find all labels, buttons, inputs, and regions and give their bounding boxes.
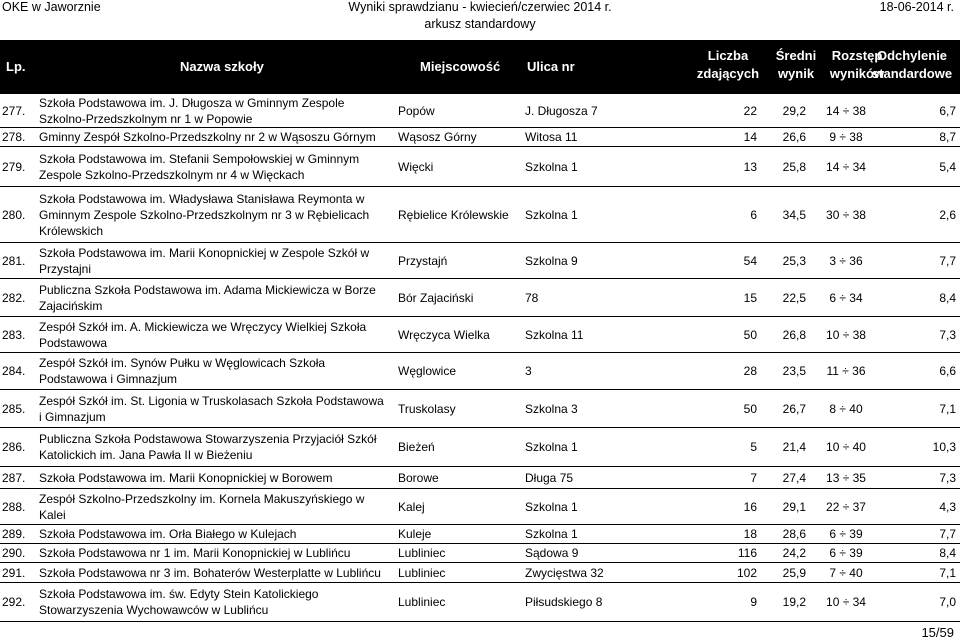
row-street: Szkolna 1 <box>525 207 578 222</box>
table-row <box>0 243 960 279</box>
row-range: 10 ÷ 38 <box>826 327 866 342</box>
row-range: 6 ÷ 34 <box>829 290 863 305</box>
table-row <box>0 390 960 428</box>
table-header <box>0 40 960 94</box>
col-sredni-2: wynik <box>777 66 815 81</box>
row-town: Lubliniec <box>398 546 446 560</box>
row-mean: 26,7 <box>782 401 806 416</box>
header-date: 18-06-2014 r. <box>879 0 954 14</box>
table-row <box>0 428 960 467</box>
row-lp: 284. <box>2 364 26 378</box>
table-row <box>0 583 960 622</box>
row-lp: 287. <box>2 470 26 485</box>
row-stddev: 4,3 <box>939 499 956 514</box>
row-range: 10 ÷ 40 <box>826 440 866 454</box>
row-range: 11 ÷ 36 <box>826 364 866 378</box>
row-count: 18 <box>743 527 757 541</box>
row-mean: 25,9 <box>782 565 806 580</box>
row-stddev: 7,7 <box>939 527 956 541</box>
page-number: 15/59 <box>921 625 954 640</box>
row-lp: 290. <box>2 546 26 560</box>
row-mean: 21,4 <box>782 440 806 454</box>
row-mean: 27,4 <box>782 470 806 485</box>
row-lp: 291. <box>2 565 26 580</box>
row-count: 9 <box>750 595 757 609</box>
row-street: J. Długosza 7 <box>525 103 598 118</box>
row-town: Węglowice <box>398 364 457 378</box>
header-subtitle: arkusz standardowy <box>424 17 536 31</box>
row-school-name: Zespół Szkolno-Przedszkolny im. Kornela Makuszyńskiego w Kalei <box>39 491 365 522</box>
row-town: Bór Zajaciński <box>398 290 474 305</box>
row-stddev: 5,4 <box>939 159 956 174</box>
row-count: 50 <box>743 401 757 416</box>
row-count: 13 <box>743 159 757 174</box>
row-town: Rębielice Królewskie <box>398 207 509 222</box>
col-miejscowosc: Miejscowość <box>420 59 501 74</box>
row-mean: 29,2 <box>782 103 806 118</box>
table-row <box>0 128 960 147</box>
row-count: 116 <box>737 546 757 560</box>
table-row <box>0 94 960 128</box>
row-school-name: Szkoła Podstawowa im. Stefanii Sempołowskiej w Gminnym Zespole Szkolno-Przedszkolnym nr 4 w Więckach <box>39 151 360 182</box>
row-school-name: Szkoła Podstawowa nr 1 im. Marii Konopnickiej w Lublińcu <box>39 546 351 560</box>
row-street: Witosa 11 <box>525 130 578 144</box>
row-count: 6 <box>750 207 757 222</box>
col-rozstep-2: wyników <box>829 66 885 81</box>
row-count: 28 <box>743 364 757 378</box>
header-org: OKE w Jaworznie <box>2 0 101 14</box>
row-town: Wręczyca Wielka <box>398 327 490 342</box>
row-count: 7 <box>750 470 757 485</box>
table-row <box>0 317 960 353</box>
row-range: 6 ÷ 39 <box>829 527 863 541</box>
row-stddev: 8,7 <box>939 130 956 144</box>
row-lp: 277. <box>2 103 26 118</box>
row-street: Szkolna 3 <box>525 401 578 416</box>
row-range: 3 ÷ 36 <box>829 253 863 268</box>
row-count: 50 <box>743 327 757 342</box>
row-lp: 286. <box>2 440 26 454</box>
row-street: Szkolna 1 <box>525 527 578 541</box>
row-lp: 289. <box>2 527 26 541</box>
row-street: 3 <box>525 364 532 378</box>
row-range: 8 ÷ 40 <box>829 401 863 416</box>
table-row <box>0 489 960 525</box>
row-mean: 24,2 <box>782 546 806 560</box>
table-row <box>0 187 960 243</box>
row-range: 14 ÷ 38 <box>826 103 866 118</box>
row-mean: 26,8 <box>782 327 806 342</box>
row-lp: 280. <box>2 207 26 222</box>
row-mean: 25,8 <box>782 159 806 174</box>
row-school-name: Gminny Zespół Szkolno-Przedszkolny nr 2 w Wąsoszu Górnym <box>39 130 376 144</box>
row-town: Przystajń <box>398 253 448 268</box>
row-count: 14 <box>743 130 757 144</box>
row-stddev: 6,7 <box>939 103 956 118</box>
row-range: 30 ÷ 38 <box>826 207 866 222</box>
row-street: Piłsudskiego 8 <box>525 595 603 609</box>
col-sredni-1: Średni <box>775 48 817 63</box>
row-street: Długa 75 <box>525 470 574 485</box>
row-street: Sądowa 9 <box>525 546 579 560</box>
row-town: Bieżeń <box>398 440 435 454</box>
row-range: 10 ÷ 34 <box>826 595 866 609</box>
row-street: Szkolna 1 <box>525 440 578 454</box>
row-lp: 278. <box>2 130 26 144</box>
col-odch-2: standardowe <box>871 66 953 81</box>
col-lp: Lp. <box>6 59 26 74</box>
table-row <box>0 544 960 563</box>
row-count: 15 <box>743 290 757 305</box>
row-lp: 283. <box>2 327 26 342</box>
table-row <box>0 353 960 390</box>
col-liczba-2: zdających <box>696 66 760 81</box>
row-school-name: Zespół Szkół im. St. Ligonia w Truskolasach Szkoła Podstawowa i Gimnazjum <box>39 393 384 424</box>
col-liczba-1: Liczba <box>707 48 749 63</box>
col-odch-1: Odchylenie <box>876 48 948 63</box>
row-mean: 34,5 <box>782 207 806 222</box>
row-school-name: Szkoła Podstawowa im. J. Długosza w Gminnym Zespole Szkolno-Przedszkolnym nr 1 w Popowie <box>39 95 345 126</box>
row-stddev: 2,6 <box>939 207 956 222</box>
row-lp: 279. <box>2 159 26 174</box>
row-lp: 292. <box>2 595 26 609</box>
row-range: 22 ÷ 37 <box>826 499 866 514</box>
row-street: Szkolna 11 <box>525 327 584 342</box>
col-rozstep-1: Rozstęp <box>831 48 883 63</box>
row-stddev: 7,7 <box>939 253 956 268</box>
row-lp: 288. <box>2 499 26 514</box>
row-school-name: Szkoła Podstawowa nr 3 im. Bohaterów Westerplatte w Lublińcu <box>39 565 381 580</box>
row-town: Więcki <box>398 159 434 174</box>
row-stddev: 6,6 <box>939 364 956 378</box>
row-stddev: 7,0 <box>939 595 956 609</box>
row-stddev: 7,1 <box>939 401 956 416</box>
row-lp: 282. <box>2 290 26 305</box>
row-town: Lubliniec <box>398 565 446 580</box>
row-school-name: Zespół Szkół im. Synów Pułku w Węglowicach Szkoła Podstawowa i Gimnazjum <box>39 356 326 386</box>
row-school-name: Szkoła Podstawowa im. Marii Konopnickiej w Zespole Szkół w Przystajni <box>39 245 370 276</box>
col-nazwa: Nazwa szkoły <box>180 59 264 74</box>
row-lp: 285. <box>2 401 26 416</box>
row-street: Szkolna 1 <box>525 499 578 514</box>
row-town: Wąsosz Górny <box>398 130 477 144</box>
row-stddev: 7,3 <box>939 327 956 342</box>
table-row <box>0 147 960 187</box>
row-count: 102 <box>736 565 757 580</box>
row-mean: 29,1 <box>782 499 806 514</box>
row-town: Truskolasy <box>398 401 456 416</box>
row-street: Zwycięstwa 32 <box>525 565 604 580</box>
row-school-name: Publiczna Szkoła Podstawowa Stowarzyszenia Przyjaciół Szkół Katolickich im. Jana Pawła II w Bieżeniu <box>39 432 377 462</box>
row-mean: 23,5 <box>782 364 806 378</box>
row-count: 5 <box>750 440 757 454</box>
row-count: 22 <box>743 103 757 118</box>
row-count: 54 <box>743 253 757 268</box>
row-stddev: 8,4 <box>939 290 956 305</box>
row-mean: 25,3 <box>782 253 806 268</box>
row-school-name: Szkoła Podstawowa im. Władysława Stanisława Reymonta w Gminnym Zespole Szkolno-Przedszkolnym nr 3 w Rębielicach Królewskich <box>39 191 370 238</box>
table-row <box>0 563 960 583</box>
row-street: 78 <box>525 290 539 305</box>
row-stddev: 7,1 <box>939 565 956 580</box>
row-street: Szkolna 9 <box>525 253 578 268</box>
row-mean: 19,2 <box>782 595 806 609</box>
row-mean: 28,6 <box>782 527 806 541</box>
col-ulica: Ulica nr <box>527 59 575 74</box>
row-school-name: Szkoła Podstawowa im. Marii Konopnickiej w Borowem <box>39 470 333 485</box>
row-school-name: Szkoła Podstawowa im. św. Edyty Stein Katolickiego Stowarzyszenia Wychowawców w Lublińcu <box>39 587 319 617</box>
row-stddev: 10,3 <box>932 440 956 454</box>
row-mean: 22,5 <box>782 290 806 305</box>
table-row <box>0 525 960 544</box>
row-town: Kuleje <box>398 527 432 541</box>
row-town: Borowe <box>398 470 439 485</box>
page-header <box>0 0 960 36</box>
row-town: Kalej <box>398 499 425 514</box>
row-range: 13 ÷ 35 <box>826 470 866 485</box>
row-range: 7 ÷ 40 <box>829 565 863 580</box>
row-school-name: Szkoła Podstawowa im. Orła Białego w Kulejach <box>39 527 297 541</box>
row-range: 9 ÷ 38 <box>829 130 863 144</box>
table-row <box>0 279 960 317</box>
row-town: Lubliniec <box>398 595 446 609</box>
row-town: Popów <box>398 103 435 118</box>
header-title: Wyniki sprawdzianu - kwiecień/czerwiec 2014 r. <box>348 0 612 14</box>
row-stddev: 7,3 <box>939 470 956 485</box>
row-stddev: 8,4 <box>939 546 956 560</box>
row-count: 16 <box>743 499 757 514</box>
row-lp: 281. <box>2 253 26 268</box>
row-school-name: Publiczna Szkoła Podstawowa im. Adama Mickiewicza w Borze Zajacińskim <box>39 282 376 313</box>
row-mean: 26,6 <box>782 130 806 144</box>
table-row <box>0 467 960 489</box>
row-street: Szkolna 1 <box>525 159 578 174</box>
row-school-name: Zespół Szkół im. A. Mickiewicza we Wręczycy Wielkiej Szkoła Podstawowa <box>39 319 367 350</box>
row-range: 14 ÷ 34 <box>826 159 866 174</box>
row-range: 6 ÷ 39 <box>829 546 863 560</box>
